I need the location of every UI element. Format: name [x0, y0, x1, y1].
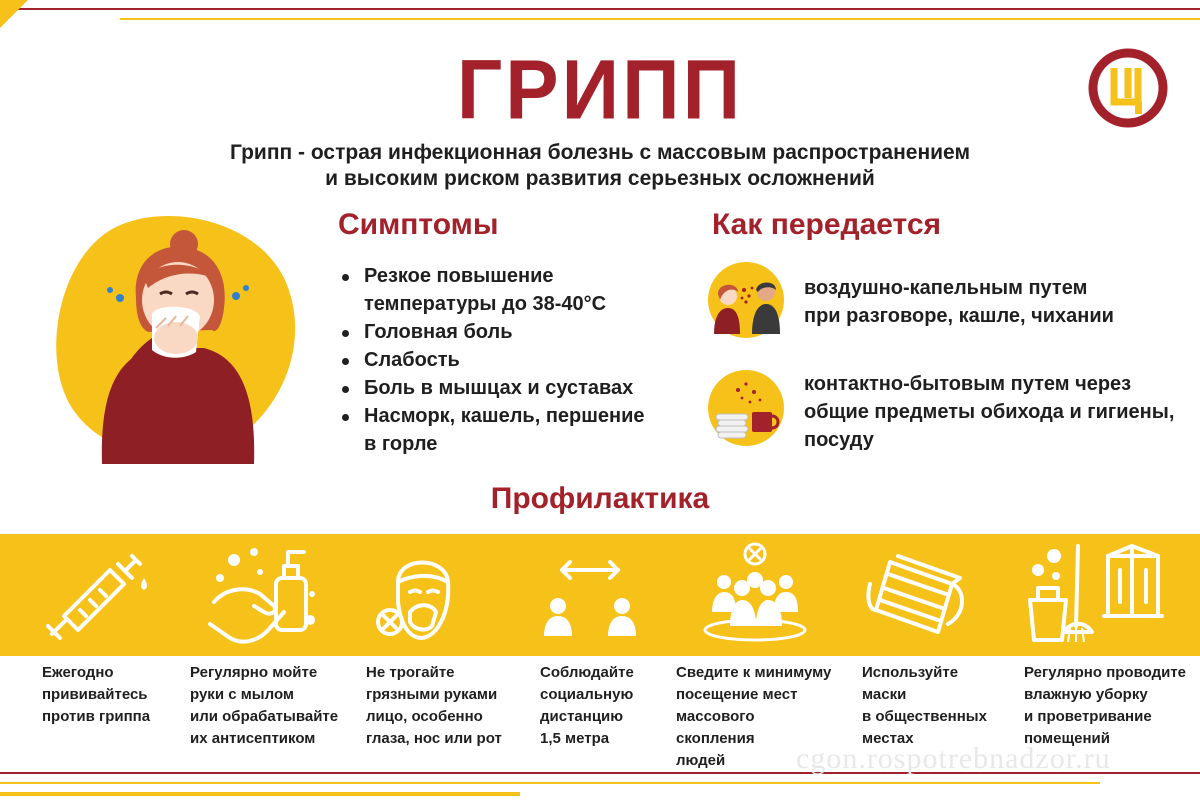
intro-line: и высоким риском развития серьезных осложнений: [325, 167, 875, 190]
text-line: и проветривание: [1024, 708, 1152, 725]
prevention-label-vaccinate: [42, 662, 182, 728]
text-line: массового скопления: [676, 708, 755, 747]
text-line: помещений: [1024, 730, 1110, 747]
text-line: социальную: [540, 686, 634, 703]
text-line: или обрабатывайте: [190, 708, 339, 725]
text-line: руки с мылом: [190, 686, 295, 703]
sick-woman-illustration: [44, 208, 314, 464]
prevention-label-distance: [540, 662, 660, 750]
prevention-label-no-touch: [366, 662, 516, 750]
face-mask-icon: [866, 544, 976, 644]
hand-wash-icon: [200, 542, 320, 646]
airborne-transmission-icon: [706, 260, 786, 340]
text-line: контактно-бытовым путем через: [804, 373, 1132, 395]
text-line: грязными руками: [366, 686, 498, 703]
list-item: Насморк, кашель, першение в горле: [340, 402, 660, 458]
prevention-heading: Профилактика: [490, 482, 710, 515]
text-line: Соблюдайте: [540, 664, 634, 681]
list-item: Головная боль: [340, 318, 660, 346]
avoid-crowds-icon: [700, 542, 810, 646]
text-line: дистанцию: [540, 708, 624, 725]
top-decorative-bars: [0, 0, 1200, 30]
text-line: влажную уборку: [1024, 686, 1148, 703]
syringe-icon: [40, 548, 152, 640]
text-line: в общественных: [862, 708, 987, 725]
social-distance-icon: [540, 552, 640, 642]
text-line: людей: [676, 752, 726, 769]
watermark-text: cgon.rospotrebnadzor.ru: [796, 742, 1111, 775]
text-line: посещение мест: [676, 686, 798, 703]
symptoms-heading: Симптомы: [338, 208, 499, 241]
symptoms-list: [340, 262, 660, 458]
list-item: Боль в мышцах и суставах: [340, 374, 660, 402]
text-line: Ежегодно: [42, 664, 114, 681]
cleaning-icon: [1024, 542, 1180, 646]
prevention-label-cleaning: [1024, 662, 1190, 750]
text-line: Регулярно проводите: [1024, 664, 1187, 681]
text-line: Регулярно мойте: [190, 664, 318, 681]
text-line: Сведите к минимуму: [676, 664, 832, 681]
text-line: их антисептиком: [190, 730, 316, 747]
transmission-heading: Как передается: [712, 208, 942, 241]
list-item: Слабость: [340, 346, 660, 374]
list-item: Резкое повышение температуры до 38-40°C: [340, 262, 660, 318]
text-line: воздушно-капельным путем: [804, 277, 1088, 299]
text-line: 1,5 метра: [540, 730, 610, 747]
text-line: лицо, особенно: [366, 708, 483, 725]
no-face-touch-icon: [370, 542, 474, 646]
text-line: Используйте: [862, 664, 959, 681]
intro-line: Грипп - острая инфекционная болезнь с массовым распространением: [230, 141, 970, 164]
prevention-label-masks: [862, 662, 1002, 750]
text-line: маски: [862, 686, 907, 703]
text-line: Не трогайте: [366, 664, 455, 681]
contact-transmission-icon: [706, 368, 786, 448]
page-title: ГРИПП: [456, 42, 744, 137]
text-line: прививайтесь: [42, 686, 148, 703]
airborne-text: [804, 274, 1114, 330]
text-line: посуду: [804, 429, 874, 451]
text-line: против гриппа: [42, 708, 151, 725]
text-line: при разговоре, кашле, чихании: [804, 305, 1114, 327]
text-line: местах: [862, 730, 914, 747]
prevention-label-wash-hands: [190, 662, 350, 750]
text-line: общие предметы обихода и гигиены,: [804, 401, 1175, 423]
text-line: глаза, нос или рот: [366, 730, 502, 747]
intro-text: [200, 140, 1000, 192]
contact-text: [804, 370, 1174, 454]
